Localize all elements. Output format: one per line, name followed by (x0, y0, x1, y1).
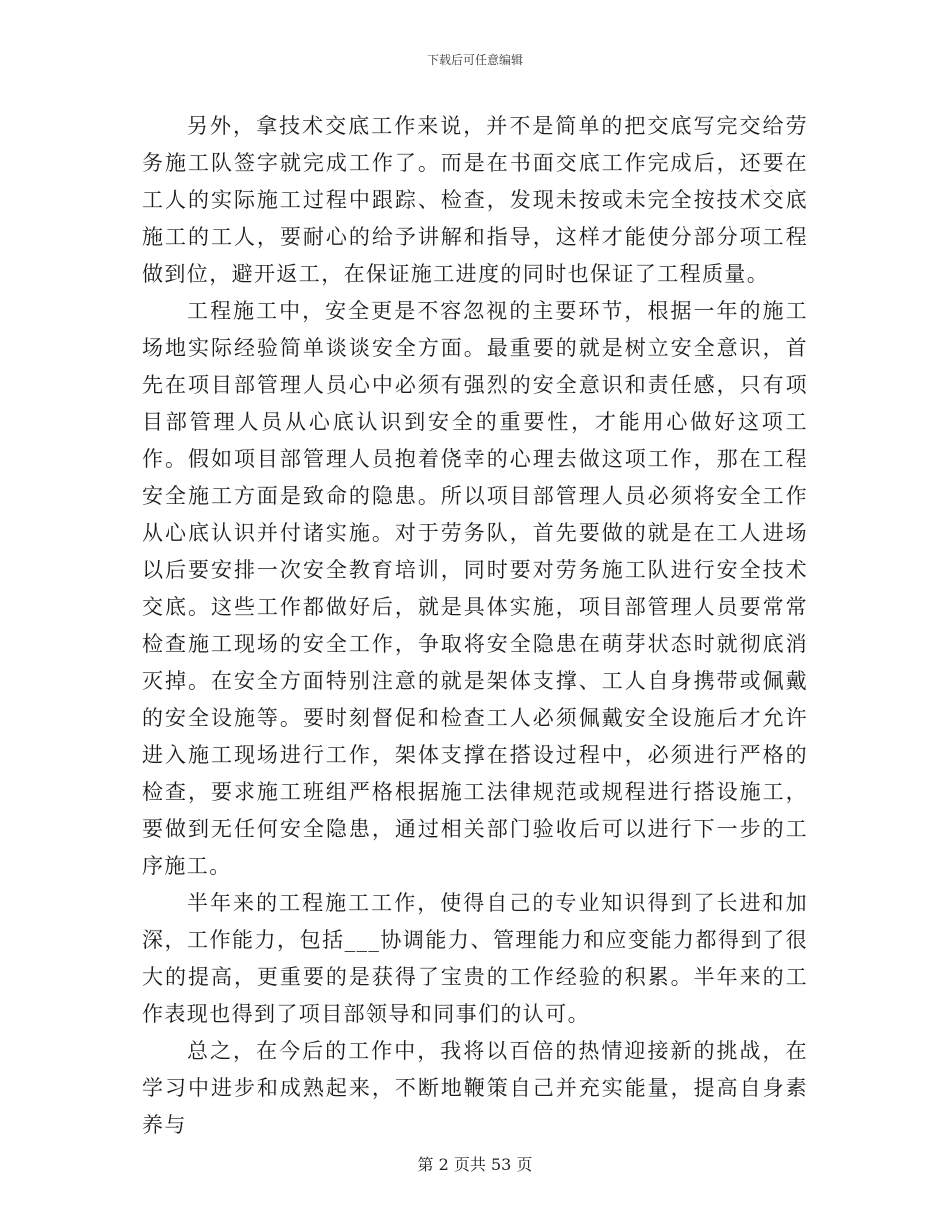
paragraph-conclusion: 总之，在今后的工作中，我将以百倍的热情迎接新的挑战，在学习中进步和成熟起来，不断地鞭策自己并充实能量，提高自身素养与 (142, 1039, 808, 1137)
page-header: 下载后可任意编辑 (426, 53, 523, 67)
paragraph-half-year-summary: 半年来的工程施工工作，使得自己的专业知识得到了长进和加深，工作能力，包括___协调能力、管理能力和应变能力都得到了很大的提高，更重要的是获得了宝贵的工作经验的积累。半年来的工作表现也得到了项目部领导和同事们的认可。 (142, 891, 808, 1026)
paragraph-technical-briefing: 另外，拿技术交底工作来说，并不是简单的把交底写完交给劳务施工队签字就完成工作了。而是在书面交底工作完成后，还要在工人的实际施工过程中跟踪、检查，发现未按或未完全按技术交底施工的工人，要耐心的给予讲解和指导，这样才能使分部分项工程做到位，避开返工，在保证施工进度的同时也保证了工程质量。 (142, 114, 808, 286)
page-number-footer: 第 2 页共 53 页 (417, 1155, 533, 1174)
document-body (142, 108, 808, 1144)
paragraph-safety: 工程施工中，安全更是不容忽视的主要环节，根据一年的施工场地实际经验简单谈谈安全方面。最重要的就是树立安全意识，首先在项目部管理人员心中必须有强烈的安全意识和责任感，只有项目部管理人员从心底认识到安全的重要性，才能用心做好这项工作。假如项目部管理人员抱着侥幸的心理去做这项工作，那在工程安全施工方面是致命的隐患。所以项目部管理人员必须将安全工作从心底认识并付诸实施。对于劳务队，首先要做的就是在工人进场以后要安排一次安全教育培训，同时要对劳务施工队进行安全技术交底。这些工作都做好后，就是具体实施，项目部管理人员要常常检查施工现场的安全工作，争取将安全隐患在萌芽状态时就彻底消灭掉。在安全方面特别注意的就是架体支撑、工人自身携带或佩戴的安全设施等。要时刻督促和检查工人必须佩戴安全设施后才允许进入施工现场进行工作，架体支撑在搭设过程中，必须进行严格的检查，要求施工班组严格根据施工法律规范或规程进行搭设施工，要做到无任何安全隐患，通过相关部门验收后可以进行下一步的工序施工。 (142, 299, 808, 878)
